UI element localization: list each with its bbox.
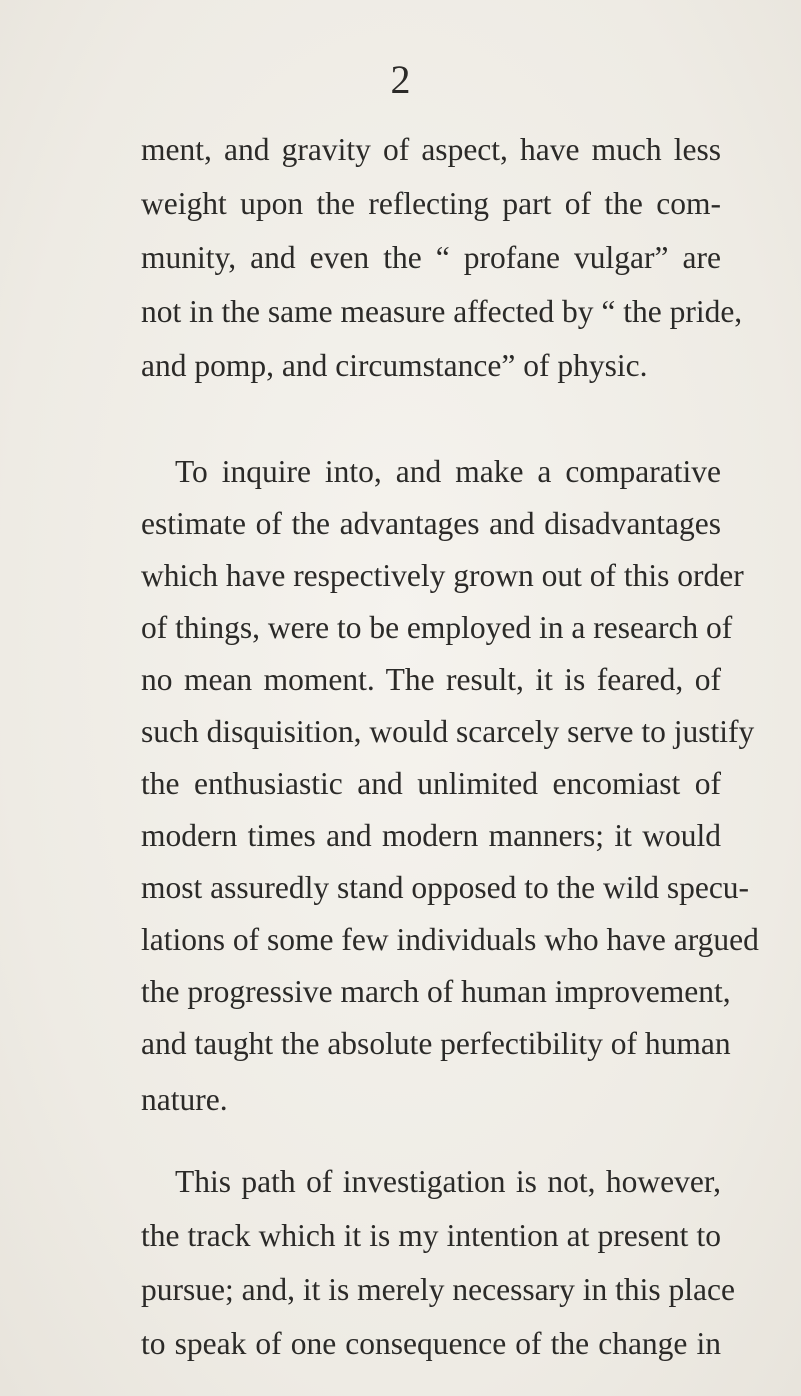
text-line: not in the same measure affected by “ the pride, [141, 294, 743, 329]
text-line: This path of investigation is not, however, [175, 1164, 721, 1199]
text-line: nature. [141, 1082, 228, 1117]
text-line: To inquire into, and make a comparative [175, 454, 721, 489]
text-line: most assuredly stand opposed to the wild specu- [141, 870, 750, 905]
text-line: ment, and gravity of aspect, have much less [141, 132, 721, 167]
text-line: which have respectively grown out of this order [141, 558, 744, 593]
text-line: and pomp, and circumstance” of physic. [141, 348, 648, 383]
text-line: of things, were to be employed in a research of [141, 610, 733, 645]
text-line: lations of some few individuals who have argued [141, 922, 759, 957]
text-line: estimate of the advantages and disadvantages [141, 506, 721, 541]
text-line: such disquisition, would scarcely serve to justify [141, 714, 755, 749]
text-line: munity, and even the “ profane vulgar” are [141, 240, 721, 275]
text-line: no mean moment. The result, it is feared, of [141, 662, 721, 697]
text-line: pursue; and, it is merely necessary in this place [141, 1272, 735, 1307]
page-number: 2 [390, 57, 411, 102]
text-line: the track which it is my intention at present to [141, 1218, 721, 1253]
text-line: the progressive march of human improvement, [141, 974, 731, 1009]
text-line: to speak of one consequence of the change in [141, 1326, 721, 1361]
text-line: the enthusiastic and unlimited encomiast of [141, 766, 721, 801]
text-line: modern times and modern manners; it would [141, 818, 721, 853]
text-line: weight upon the reflecting part of the com- [141, 186, 721, 221]
text-line: and taught the absolute perfectibility of human [141, 1026, 731, 1061]
